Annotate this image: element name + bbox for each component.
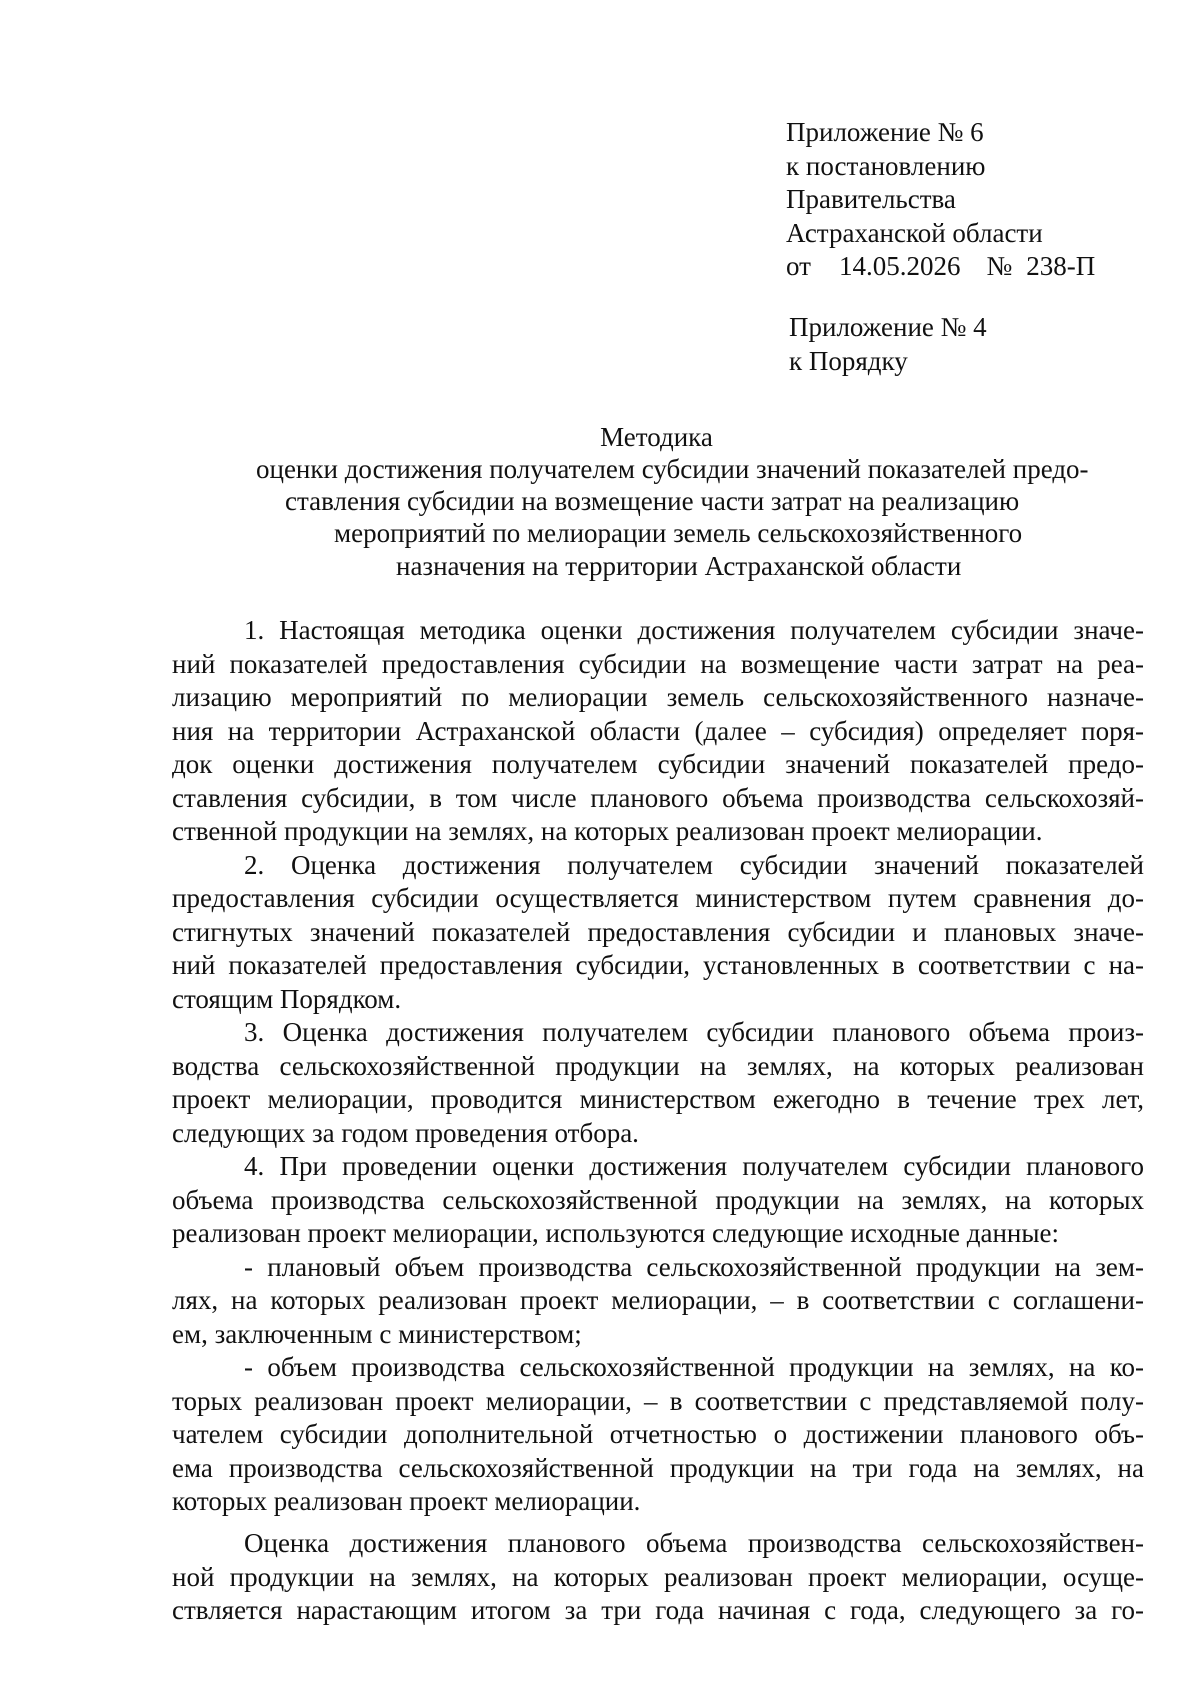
paragraph-3-line: 3. Оценка достижения получателем субсидии планового объема произ-: [244, 1017, 1144, 1047]
appendix-6-date-line: [786, 249, 1095, 283]
appendix-6-government: Правительства: [786, 184, 956, 214]
title-line: назначения на территории Астраханской области: [396, 551, 962, 581]
bullet-2-line: которых реализован проект мелиорации.: [172, 1486, 641, 1516]
paragraph-1-line: док оценки достижения получателем субсидии значений показателей предо-: [172, 749, 1144, 779]
decree-number: 238-П: [1026, 251, 1096, 281]
bullet-2-line: - объем производства сельскохозяйственной продукции на землях, на ко-: [244, 1352, 1144, 1382]
paragraph-3-line: водства сельскохозяйственной продукции на землях, на которых реализован: [172, 1051, 1144, 1081]
paragraph-4-line: 4. При проведении оценки достижения получателем субсидии планового: [244, 1151, 1144, 1181]
appendix-4-to-order: к Порядку: [789, 346, 908, 376]
date-prefix: от: [786, 251, 811, 281]
paragraph-2-line: предоставления субсидии осуществляется министерством путем сравнения до-: [172, 883, 1144, 913]
decree-date: 14.05.2026: [838, 251, 961, 281]
appendix-6-label: Приложение № 6: [786, 117, 984, 147]
paragraph-1-line: лизацию мероприятий по мелиорации земель сельскохозяйственного назначе-: [172, 682, 1144, 712]
appendix-4-label: Приложение № 4: [789, 312, 987, 342]
paragraph-3-line: проект мелиорации, проводится министерством ежегодно в течение трех лет,: [172, 1084, 1144, 1114]
bullet-2-line: ема производства сельскохозяйственной продукции на три года на землях, на: [172, 1453, 1144, 1483]
bullet-2-line: чателем субсидии дополнительной отчетностью о достижении планового объ-: [172, 1419, 1144, 1449]
paragraph-4-line: объема производства сельскохозяйственной продукции на землях, на которых: [172, 1185, 1144, 1215]
appendix-6-region: Астраханской области: [786, 218, 1043, 248]
paragraph-3-line: следующих за годом проведения отбора.: [172, 1118, 639, 1148]
paragraph-1-line: ставления субсидии, в том числе планового объема производства сельскохозяй-: [172, 783, 1144, 813]
paragraph-2-line: ний показателей предоставления субсидии, установленных в соответствии с на-: [172, 950, 1144, 980]
bullet-1-line: ем, заключенным с министерством;: [172, 1319, 582, 1349]
paragraph-1-line: 1. Настоящая методика оценки достижения получателем субсидии значе-: [244, 615, 1144, 645]
title-line: ставления субсидии на возмещение части затрат на реализацию: [285, 486, 1020, 516]
title-heading: Методика: [600, 422, 713, 452]
bullet-1-line: лях, на которых реализован проект мелиорации, – в соответствии с соглашени-: [172, 1285, 1144, 1315]
paragraph-1-line: ственной продукции на землях, на которых реализован проект мелиорации.: [172, 816, 1043, 846]
paragraph-4-line: реализован проект мелиорации, используются следующие исходные данные:: [172, 1218, 1059, 1248]
appendix-6-to-decree: к постановлению: [786, 151, 986, 181]
title-line: мероприятий по мелиорации земель сельскохозяйственного: [334, 518, 1023, 548]
paragraph-5-line: ной продукции на землях, на которых реализован проект мелиорации, осуще-: [172, 1562, 1144, 1592]
paragraph-5-line: Оценка достижения планового объема производства сельскохозяйствен-: [244, 1528, 1144, 1558]
number-prefix: №: [986, 251, 1013, 281]
paragraph-5-line: ствляется нарастающим итогом за три года начиная с года, следующего за го-: [172, 1595, 1144, 1625]
bullet-2-line: торых реализован проект мелиорации, – в соответствии с представляемой полу-: [172, 1386, 1144, 1416]
bullet-1-line: - плановый объем производства сельскохозяйственной продукции на зем-: [244, 1252, 1144, 1282]
paragraph-1-line: ния на территории Астраханской области (далее – субсидия) определяет поря-: [172, 716, 1144, 746]
title-line: оценки достижения получателем субсидии значений показателей предо-: [256, 454, 1089, 484]
paragraph-2-line: 2. Оценка достижения получателем субсидии значений показателей: [244, 850, 1144, 880]
paragraph-2-line: стигнутых значений показателей предоставления субсидии и плановых значе-: [172, 917, 1144, 947]
paragraph-2-line: стоящим Порядком.: [172, 984, 402, 1014]
paragraph-1-line: ний показателей предоставления субсидии на возмещение части затрат на реа-: [172, 649, 1144, 679]
